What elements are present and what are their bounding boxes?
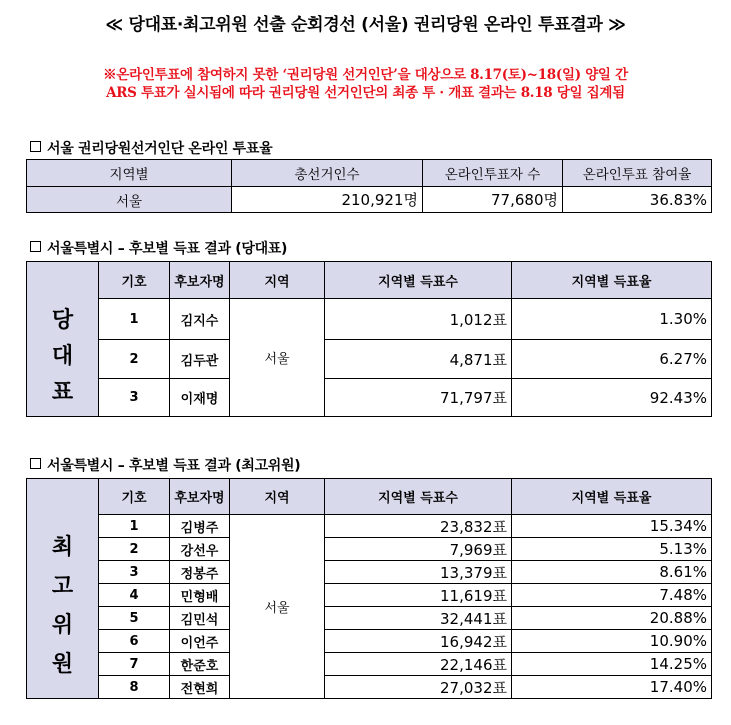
leader-heading-text: 서울특별시 – 후보별 득표 결과 (당대표) (47, 241, 288, 257)
header-cell: 지역별 득표율 (512, 479, 712, 515)
council-header-row (27, 479, 712, 515)
percent-cell: 7.48% (512, 584, 712, 607)
candidate-number: 3 (99, 379, 170, 417)
header-cell: 지역별 득표수 (325, 479, 512, 515)
online-voters-cell: 77,680명 (423, 187, 563, 213)
header-cell: 지역 (230, 262, 325, 299)
region-cell: 서울 (27, 187, 232, 213)
candidate-number: 2 (99, 538, 170, 561)
percent-cell: 20.88% (512, 607, 712, 630)
table-row (27, 340, 712, 379)
percent-cell: 8.61% (512, 561, 712, 584)
corner-cell (27, 479, 99, 515)
votes-cell: 7,969표 (325, 538, 512, 561)
leader-table (26, 261, 712, 417)
turnout-row (27, 187, 712, 213)
votes-cell: 27,032표 (325, 676, 512, 699)
leader-header-row (27, 262, 712, 299)
council-heading-text: 서울특별시 – 후보별 득표 결과 (최고위원) (47, 458, 301, 474)
council-side-label (27, 515, 99, 699)
table-row (27, 653, 712, 676)
candidate-name: 이재명 (170, 379, 230, 417)
region-cell: 서울 (230, 299, 325, 417)
table-row (27, 538, 712, 561)
candidate-name: 김두관 (170, 340, 230, 379)
table-row (27, 584, 712, 607)
candidate-number: 7 (99, 653, 170, 676)
percent-cell: 92.43% (512, 379, 712, 417)
header-cell: 기호 (99, 262, 170, 299)
votes-cell: 71,797표 (325, 379, 512, 417)
side-char: 고 (51, 574, 74, 600)
candidate-number: 1 (99, 515, 170, 538)
header-cell: 후보자명 (170, 262, 230, 299)
candidate-number: 2 (99, 340, 170, 379)
votes-cell: 22,146표 (325, 653, 512, 676)
percent-cell: 17.40% (512, 676, 712, 699)
header-cell: 지역별 득표수 (325, 262, 512, 299)
corner-cell (27, 262, 99, 299)
checkbox-square-icon (30, 458, 41, 469)
candidate-number: 6 (99, 630, 170, 653)
checkbox-square-icon (30, 241, 41, 252)
leader-heading (30, 238, 287, 258)
total-electors-cell: 210,921명 (232, 187, 423, 213)
candidate-name: 한준호 (170, 653, 230, 676)
notice-line-1: ※온라인투표에 참여하지 못한 ‘권리당원 선거인단’을 대상으로 8.17(토)~18(일) 양일 간 (103, 67, 628, 83)
table-row (27, 299, 712, 340)
percent-cell: 10.90% (512, 630, 712, 653)
council-heading (30, 455, 300, 475)
candidate-number: 1 (99, 299, 170, 340)
candidate-name: 김민석 (170, 607, 230, 630)
header-cell: 온라인투표 참여율 (563, 160, 712, 187)
table-row (27, 607, 712, 630)
votes-cell: 23,832표 (325, 515, 512, 538)
checkbox-square-icon (30, 141, 41, 152)
votes-cell: 4,871표 (325, 340, 512, 379)
council-table (26, 478, 712, 699)
header-cell: 지역 (230, 479, 325, 515)
votes-cell: 32,441표 (325, 607, 512, 630)
turnout-table (26, 159, 712, 213)
header-cell: 지역별 득표율 (512, 262, 712, 299)
side-char: 원 (51, 652, 74, 678)
candidate-name: 이언주 (170, 630, 230, 653)
votes-cell: 13,379표 (325, 561, 512, 584)
votes-cell: 11,619표 (325, 584, 512, 607)
side-char: 위 (51, 613, 74, 639)
candidate-number: 8 (99, 676, 170, 699)
table-row (27, 561, 712, 584)
header-cell: 기호 (99, 479, 170, 515)
turnout-rate-cell: 36.83% (563, 187, 712, 213)
candidate-name: 강선우 (170, 538, 230, 561)
percent-cell: 15.34% (512, 515, 712, 538)
candidate-name: 전현희 (170, 676, 230, 699)
header-cell: 지역별 (27, 160, 232, 187)
turnout-header-row (27, 160, 712, 187)
candidate-number: 4 (99, 584, 170, 607)
header-cell: 총선거인수 (232, 160, 423, 187)
header-cell: 온라인투표자 수 (423, 160, 563, 187)
notice-line-2: ARS 투표가 실시됨에 따라 권리당원 선거인단의 최종 투 · 개표 결과는 8.18 당일 집계됨 (106, 85, 625, 101)
side-char: 대 (51, 344, 74, 370)
header-cell: 후보자명 (170, 479, 230, 515)
candidate-number: 3 (99, 561, 170, 584)
percent-cell: 5.13% (512, 538, 712, 561)
side-char: 표 (51, 380, 74, 406)
candidate-number: 5 (99, 607, 170, 630)
votes-cell: 1,012표 (325, 299, 512, 340)
candidate-name: 정봉주 (170, 561, 230, 584)
side-char: 당 (51, 308, 74, 334)
candidate-name: 민형배 (170, 584, 230, 607)
leader-side-label (27, 299, 99, 417)
percent-cell: 6.27% (512, 340, 712, 379)
region-cell: 서울 (230, 515, 325, 699)
table-row (27, 379, 712, 417)
votes-cell: 16,942표 (325, 630, 512, 653)
percent-cell: 1.30% (512, 299, 712, 340)
candidate-name: 김병주 (170, 515, 230, 538)
candidate-name: 김지수 (170, 299, 230, 340)
side-char: 최 (51, 535, 74, 561)
page-title: ≪ 당대표·최고위원 선출 순회경선 (서울) 권리당원 온라인 투표결과 ≫ (105, 15, 626, 35)
notice (0, 66, 731, 102)
percent-cell: 14.25% (512, 653, 712, 676)
turnout-heading (30, 138, 272, 158)
table-row (27, 515, 712, 538)
table-row (27, 676, 712, 699)
turnout-heading-text: 서울 권리당원선거인단 온라인 투표율 (47, 141, 273, 157)
table-row (27, 630, 712, 653)
